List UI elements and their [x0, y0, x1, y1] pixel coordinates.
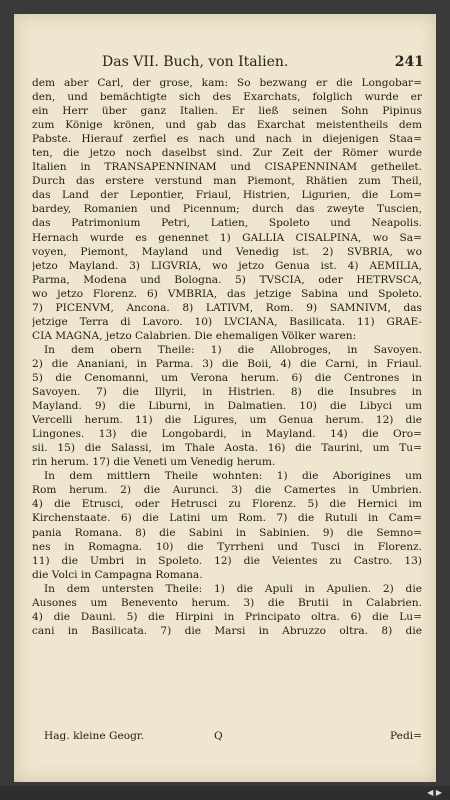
- document-page: [14, 14, 436, 782]
- text-line: rin herum. 17) die Veneti um Venedig herum.: [32, 456, 276, 469]
- text-line: den, und bemächtigte sich des Exarchats, folglich wurde er: [32, 91, 422, 104]
- text-line: Hernach wurde es genennet 1) GALLIA CISALPINA, wo Sa=: [32, 231, 422, 244]
- viewer-nav-icons[interactable]: ◀ ▶: [427, 788, 442, 797]
- text-line: die Volci in Campagna Romana.: [32, 568, 203, 581]
- text-line: voyen, Piemont, Mayland und Venedig ist. 2) SVBRIA, wo: [32, 245, 422, 258]
- text-line: Parma, Modena und Bologna. 5) TVSCIA, oder HETRVSCA,: [32, 273, 422, 286]
- text-line: bardey, Romanien und Picennum; durch das zweyte Tuscien,: [32, 203, 422, 216]
- text-line: wo jetzo Florenz. 6) VMBRIA, das jetzige Sabina und Spoleto.: [32, 287, 422, 300]
- text-line: 7) PICENVM, Ancona. 8) LATIVM, Rom. 9) SAMNIVM, das: [32, 301, 422, 314]
- text-line: Durch das erstere verstund man Piemont, Rhätien zum Theil,: [32, 175, 422, 188]
- text-line: CIA MAGNA, jetzo Calabrien. Die ehemaligen Völker waren:: [32, 329, 357, 342]
- catchword: Pedi=: [390, 730, 422, 742]
- text-line: 11) die Umbri in Spoleto. 12) die Veientes zu Castro. 13): [32, 554, 422, 567]
- text-line: nes in Romagna. 10) die Tyrrheni und Tusci in Florenz.: [32, 540, 422, 553]
- text-line: ten, die jetzo noch daselbst sind. Zur Zeit der Römer wurde: [32, 147, 422, 160]
- text-line: In dem mittlern Theile wohnten: 1) die Aborigines um: [44, 470, 422, 483]
- text-line: jetzige Terra di Lavoro. 10) LVCIANA, Basilicata. 11) GRAE-: [32, 315, 422, 328]
- text-line: dem aber Carl, der grose, kam: So bezwang er die Longobar=: [32, 77, 422, 89]
- running-title: Das VII. Buch, von Italien.: [102, 54, 289, 70]
- text-line: das Land der Lepontier, Friaul, Histrien, Ligurien, die Lom=: [32, 189, 422, 202]
- running-header: [30, 52, 424, 74]
- text-line: 5) die Cenomanni, um Verona herum. 6) die Centrones in: [32, 371, 422, 384]
- text-line: 4) die Dauni. 5) die Hirpini in Principato oltra. 6) die Lu=: [32, 610, 422, 623]
- text-line: Kirchenstaate. 6) die Latini um Rom. 7) die Rutuli in Cam=: [32, 512, 422, 525]
- page-number: 241: [394, 54, 424, 70]
- text-line: Ausones um Benevento herum. 3) die Brutii in Calabrien.: [32, 596, 422, 609]
- text-line: Italien in TRANSAPENNINAM und CISAPENNINAM getheilet.: [32, 161, 422, 174]
- text-line: In dem obern Theile: 1) die Allobroges, in Savoyen.: [44, 343, 422, 356]
- body-text: [32, 76, 422, 638]
- text-line: Savoyen. 7) die Illyrii, in Histrien. 8) die Insubres in: [32, 386, 422, 399]
- text-line: pania Romana. 8) die Sabini in Sabinien. 9) die Semno=: [32, 526, 422, 539]
- text-line: cani in Basilicata. 7) die Marsi in Abruzzo oltra. 8) die: [32, 624, 422, 637]
- page-footer: [44, 730, 422, 746]
- text-line: 4) die Etrusci, oder Hetrusci zu Florenz. 5) die Hernici im: [32, 498, 422, 511]
- text-line: In dem untersten Theile: 1) die Apuli in Apulien. 2) die: [44, 582, 422, 595]
- text-line: ein Herr über ganz Italien. Er ließ seinen Sohn Pipinus: [32, 105, 422, 118]
- text-line: zum Könige krönen, und gab das Exarchat meistentheils dem: [32, 119, 422, 132]
- text-line: Mayland. 9) die Liburni, in Dalmatien. 10) die Libyci um: [32, 400, 422, 413]
- text-line: Rom herum. 2) die Aurunci. 3) die Camertes in Umbrien.: [32, 484, 422, 497]
- sheet-mark: Q: [214, 730, 223, 742]
- text-line: Lingones. 13) die Longobardi, in Mayland. 14) die Oro=: [32, 428, 422, 441]
- text-line: Vercelli herum. 11) die Ligures, um Genua herum. 12) die: [32, 414, 422, 427]
- text-line: das Patrimonium Petri, Latien, Spoleto und Neapolis.: [32, 217, 422, 230]
- viewer-bottom-strip: [0, 786, 450, 800]
- text-line: sii. 15) die Salassi, im Thale Aosta. 16) die Taurini, um Tu=: [32, 442, 422, 455]
- text-line: 2) die Ananiani, in Parma. 3) die Boii, 4) die Carni, in Friaul.: [32, 357, 422, 370]
- text-line: jetzo Mayland. 3) LIGVRIA, wo jetzo Genua ist. 4) AEMILIA,: [32, 259, 422, 272]
- signature-line: Hag. kleine Geogr.: [44, 730, 145, 742]
- text-line: Pabste. Hierauf zerfiel es nach und nach in diejenigen Staa=: [32, 133, 422, 146]
